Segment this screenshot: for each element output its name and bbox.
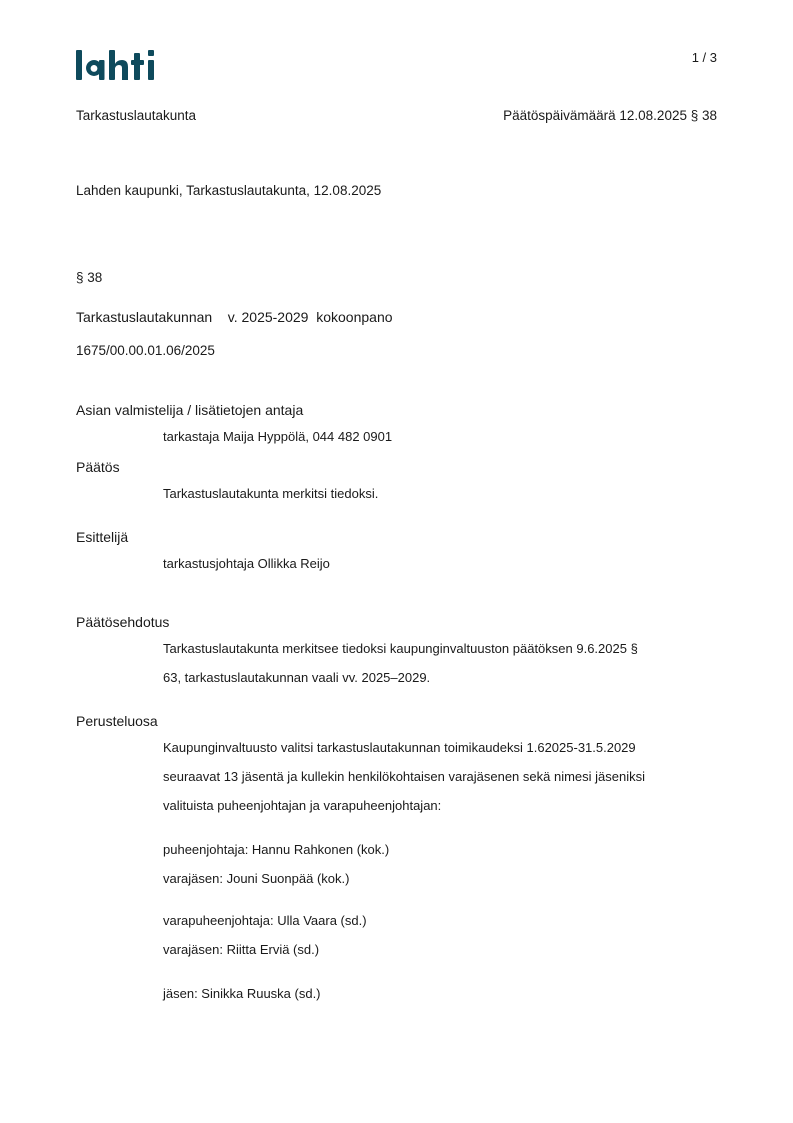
section-number: § 38: [76, 270, 103, 285]
preparer-label: Asian valmistelija / lisätietojen antaja: [76, 402, 304, 418]
rationale-line: Kaupunginvaltuusto valitsi tarkastuslautakunnan toimikaudeksi 1.62025-31.5.2029: [163, 740, 636, 755]
header-body-name: Tarkastuslautakunta: [76, 108, 197, 123]
rationale-label: Perusteluosa: [76, 713, 158, 729]
preparer-value: tarkastaja Maija Hyppölä, 044 482 0901: [163, 429, 393, 444]
presenter-label: Esittelijä: [76, 529, 129, 545]
intro-line: Lahden kaupunki, Tarkastuslautakunta, 12.08.2025: [76, 183, 382, 198]
lahti-logo-mark: [76, 46, 168, 82]
member-role: varapuheenjohtaja: Ulla Vaara (sd.): [163, 913, 367, 928]
member-deputy: varajäsen: Riitta Erviä (sd.): [163, 942, 320, 957]
proposal-label: Päätösehdotus: [76, 614, 170, 630]
decision-value: Tarkastuslautakunta merkitsi tiedoksi.: [163, 486, 379, 501]
header-decision-date: Päätöspäivämäärä 12.08.2025 § 38: [503, 108, 717, 123]
presenter-value: tarkastusjohtaja Ollikka Reijo: [163, 556, 330, 571]
member-role: puheenjohtaja: Hannu Rahkonen (kok.): [163, 842, 390, 857]
decision-label: Päätös: [76, 459, 120, 475]
rationale-line: seuraavat 13 jäsentä ja kullekin henkilökohtaisen varajäsenen sekä nimesi jäseniksi: [163, 769, 646, 784]
subject-title: Tarkastuslautakunnan v. 2025-2029 kokoonpano: [76, 309, 393, 325]
rationale-line: valituista puheenjohtajan ja varapuheenjohtajan:: [163, 798, 442, 813]
lahti-logo: [76, 46, 168, 82]
page-number: 1 / 3: [691, 50, 717, 65]
record-number: 1675/00.00.01.06/2025: [76, 343, 215, 358]
proposal-line: 63, tarkastuslautakunnan vaali vv. 2025–2029.: [163, 670, 431, 685]
member-role: jäsen: Sinikka Ruuska (sd.): [163, 986, 321, 1001]
member-deputy: varajäsen: Jouni Suonpää (kok.): [163, 871, 350, 886]
proposal-line: Tarkastuslautakunta merkitsee tiedoksi kaupunginvaltuuston päätöksen 9.6.2025 §: [163, 641, 638, 656]
